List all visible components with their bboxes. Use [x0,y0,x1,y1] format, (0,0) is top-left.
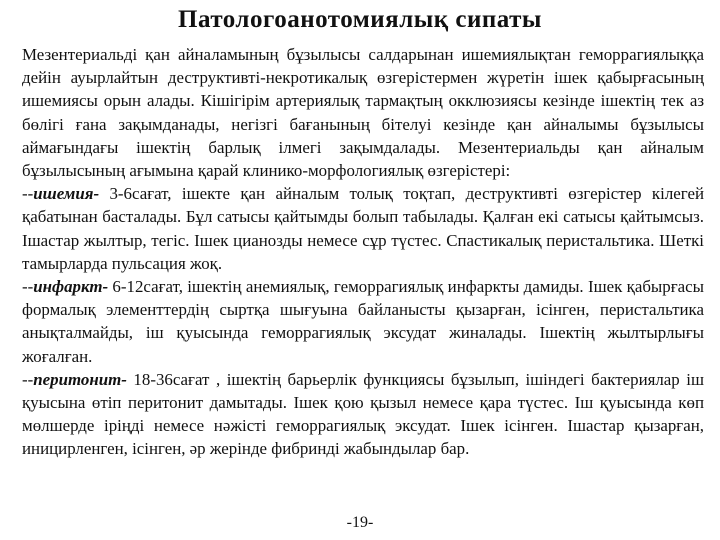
stage-term: ишемия- [33,184,100,204]
stage-text: 6-12сағат, ішектің анемиялық, геморрагиялық инфаркты дамиды. Ішек қабырғасы формалық элементтердің сыртқа шығуына байланысты қызарған, ісінген, перистальтика анықталмайды, іш қуысында геморрагиялық эксудат жиналады. Ішектің жылтырлығы жоғалған. [22,277,704,366]
stage-term: перитонит- [33,369,127,389]
document-body [22,43,704,461]
stage-prefix: -- [22,369,34,389]
stage-prefix: -- [22,277,34,297]
page-number: -19- [346,514,374,531]
stage-term: инфаркт- [33,277,109,297]
page-title: Патологоанотомиялық сипаты [178,6,542,33]
stage-ischemia [22,182,704,275]
stage-infarct [22,275,704,368]
stage-text: 3-6сағат, ішекте қан айналым толық тоқтап, деструктивті өзгерістер кілегей қабатынан басталады. Бұл сатысы қайтымды болып табылады. Қалған екі сатысы қайтымсыз. Ішастар жылтыр, тегіс. Ішек цианозды немесе сұр түстес. Спастикалық перистальтика. Шеткі тамырларда пульсация жоқ. [22,184,704,273]
intro-paragraph: Мезентериальді қан айналамының бұзылысы салдарынан ишемиялықтан геморрагиялыққа дейін ауырлайтын деструктивті-некротикалық өзгерістермен жүретін ішек қабырғасының ишемиясы орын алады. Кішігірім артериялық тармақтың окклюзиясы кезінде ішектің тек аз бөлігі ғана зақымданады, негізгі бағанының бітелуі кезінде қан айналымы бұзылысы аймағындағы ішектің барлық ілмегі зақымдалады. Мезентериальды қан айналым бұзылысының ағымына қарай клинико-морфологиялық өзгерістері: [22,45,704,181]
stage-text: 18-36сағат , ішектің барьерлік функциясы бұзылып, ішіндегі бактериялар іш қуысына өтіп перитонит дамытады. Ішек қою қызыл немесе қара түстес. Іш қуысында көп мөлшерде іріңді немесе нәжісті геморрагиялық эксудат. Ішек ісінген. Ішастар қызарған, иницирленген, ісінген, әр жерінде фибринді жабындылар бар. [22,369,704,459]
stage-peritonitis [22,368,704,461]
stage-prefix: -- [22,184,34,204]
